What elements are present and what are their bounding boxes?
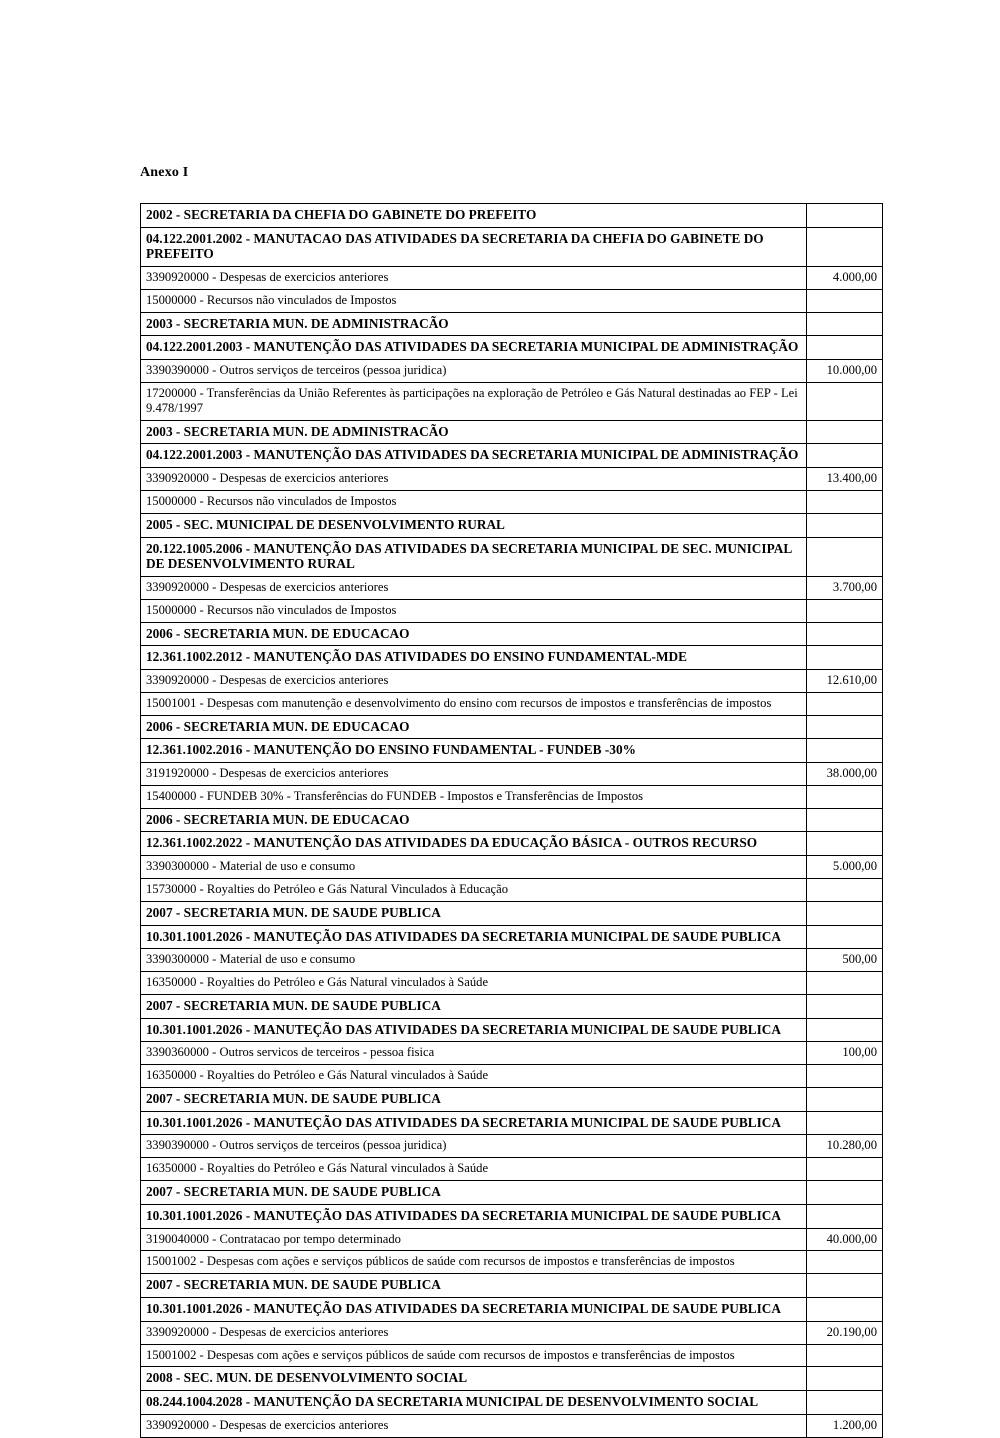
table-cell-value xyxy=(807,204,883,228)
table-cell-value xyxy=(807,513,883,537)
table-cell-value xyxy=(807,1158,883,1181)
table-row xyxy=(141,832,883,856)
table-cell-label: 04.122.2001.2003 - MANUTENÇÃO DAS ATIVIDADES DA SECRETARIA MUNICIPAL DE ADMINISTRAÇÃO xyxy=(141,444,807,468)
table-cell-label: 15400000 - FUNDEB 30% - Transferências do FUNDEB - Impostos e Transferências de Impostos xyxy=(141,785,807,808)
table-row xyxy=(141,1391,883,1415)
table-row xyxy=(141,490,883,513)
table-row xyxy=(141,267,883,290)
table-cell-label: 10.301.1001.2026 - MANUTEÇÃO DAS ATIVIDADES DA SECRETARIA MUNICIPAL DE SAUDE PUBLICA xyxy=(141,1204,807,1228)
table-row xyxy=(141,1135,883,1158)
table-cell-value xyxy=(807,1088,883,1112)
table-cell-value: 10.000,00 xyxy=(807,360,883,383)
table-cell-value: 3.700,00 xyxy=(807,576,883,599)
table-row xyxy=(141,856,883,879)
table-cell-label: 16350000 - Royalties do Petróleo e Gás Natural vinculados à Saúde xyxy=(141,1158,807,1181)
table-cell-value xyxy=(807,1367,883,1391)
table-cell-label: 12.361.1002.2016 - MANUTENÇÃO DO ENSINO FUNDAMENTAL - FUNDEB -30% xyxy=(141,739,807,763)
table-cell-label: 3390920000 - Despesas de exercicios anteriores xyxy=(141,468,807,491)
table-cell-label: 15000000 - Recursos não vinculados de Impostos xyxy=(141,289,807,312)
table-row xyxy=(141,1367,883,1391)
table-cell-value: 10.280,00 xyxy=(807,1135,883,1158)
table-cell-label: 10.301.1001.2026 - MANUTEÇÃO DAS ATIVIDADES DA SECRETARIA MUNICIPAL DE SAUDE PUBLICA xyxy=(141,1297,807,1321)
table-cell-value xyxy=(807,715,883,739)
table-cell-value: 40.000,00 xyxy=(807,1228,883,1251)
table-row xyxy=(141,1065,883,1088)
table-row xyxy=(141,1251,883,1274)
table-row xyxy=(141,692,883,715)
table-row xyxy=(141,1321,883,1344)
table-cell-value: 100,00 xyxy=(807,1042,883,1065)
table-cell-label: 2007 - SECRETARIA MUN. DE SAUDE PUBLICA xyxy=(141,1274,807,1298)
table-row xyxy=(141,513,883,537)
table-cell-label: 3390920000 - Despesas de exercicios anteriores xyxy=(141,669,807,692)
table-cell-value: 1.200,00 xyxy=(807,1414,883,1437)
table-cell-value xyxy=(807,444,883,468)
table-row xyxy=(141,1111,883,1135)
table-cell-value xyxy=(807,490,883,513)
table-cell-label: 3390920000 - Despesas de exercicios anteriores xyxy=(141,1321,807,1344)
table-row xyxy=(141,1297,883,1321)
table-cell-value xyxy=(807,1065,883,1088)
table-cell-value xyxy=(807,383,883,421)
budget-table xyxy=(140,203,883,1438)
table-cell-value xyxy=(807,739,883,763)
table-row xyxy=(141,994,883,1018)
table-cell-label: 10.301.1001.2026 - MANUTEÇÃO DAS ATIVIDADES DA SECRETARIA MUNICIPAL DE SAUDE PUBLICA xyxy=(141,925,807,949)
table-cell-label: 17200000 - Transferências da União Referentes às participações na exploração de Petróleo e Gás Natural destinadas ao FEP - Lei 9.478/1997 xyxy=(141,383,807,421)
table-cell-value: 500,00 xyxy=(807,949,883,972)
table-cell-label: 3390390000 - Outros serviços de terceiros (pessoa juridica) xyxy=(141,360,807,383)
table-cell-value xyxy=(807,1111,883,1135)
table-cell-label: 3390300000 - Material de uso e consumo xyxy=(141,949,807,972)
table-row xyxy=(141,949,883,972)
table-cell-label: 3390920000 - Despesas de exercicios anteriores xyxy=(141,576,807,599)
table-cell-value xyxy=(807,227,883,266)
table-cell-label: 2006 - SECRETARIA MUN. DE EDUCACAO xyxy=(141,808,807,832)
table-cell-label: 15001002 - Despesas com ações e serviços públicos de saúde com recursos de impostos e transferências de impostos xyxy=(141,1344,807,1367)
table-cell-value: 12.610,00 xyxy=(807,669,883,692)
table-cell-value xyxy=(807,1274,883,1298)
table-cell-label: 15000000 - Recursos não vinculados de Impostos xyxy=(141,599,807,622)
table-cell-label: 04.122.2001.2002 - MANUTACAO DAS ATIVIDADES DA SECRETARIA DA CHEFIA DO GABINETE DO PREFEITO xyxy=(141,227,807,266)
table-row xyxy=(141,1042,883,1065)
table-cell-label: 15730000 - Royalties do Petróleo e Gás Natural Vinculados à Educação xyxy=(141,879,807,902)
table-row xyxy=(141,360,883,383)
table-row xyxy=(141,576,883,599)
table-cell-label: 15001001 - Despesas com manutenção e desenvolvimento do ensino com recursos de impostos e transferências de impostos xyxy=(141,692,807,715)
table-cell-label: 15000000 - Recursos não vinculados de Impostos xyxy=(141,490,807,513)
table-row xyxy=(141,972,883,995)
table-cell-label: 04.122.2001.2003 - MANUTENÇÃO DAS ATIVIDADES DA SECRETARIA MUNICIPAL DE ADMINISTRAÇÃO xyxy=(141,336,807,360)
table-cell-value xyxy=(807,879,883,902)
table-cell-label: 3390920000 - Despesas de exercicios anteriores xyxy=(141,1414,807,1437)
table-row xyxy=(141,925,883,949)
table-cell-value xyxy=(807,972,883,995)
table-row xyxy=(141,715,883,739)
table-cell-value xyxy=(807,336,883,360)
table-row xyxy=(141,1158,883,1181)
table-row xyxy=(141,599,883,622)
table-row xyxy=(141,312,883,336)
table-cell-label: 20.122.1005.2006 - MANUTENÇÃO DAS ATIVIDADES DA SECRETARIA MUNICIPAL DE SEC. MUNICIPAL DE DESENVOLVIMENTO RURAL xyxy=(141,537,807,576)
table-cell-value xyxy=(807,1344,883,1367)
table-cell-label: 12.361.1002.2022 - MANUTENÇÃO DAS ATIVIDADES DA EDUCAÇÃO BÁSICA - OUTROS RECURSO xyxy=(141,832,807,856)
table-row xyxy=(141,763,883,786)
table-cell-value xyxy=(807,994,883,1018)
table-cell-label: 12.361.1002.2012 - MANUTENÇÃO DAS ATIVIDADES DO ENSINO FUNDAMENTAL-MDE xyxy=(141,646,807,670)
page-title: Anexo I xyxy=(140,165,189,180)
table-row xyxy=(141,537,883,576)
table-cell-label: 2007 - SECRETARIA MUN. DE SAUDE PUBLICA xyxy=(141,1088,807,1112)
table-row xyxy=(141,1018,883,1042)
table-row xyxy=(141,227,883,266)
table-cell-label: 2008 - SEC. MUN. DE DESENVOLVIMENTO SOCIAL xyxy=(141,1367,807,1391)
table-cell-value xyxy=(807,312,883,336)
table-cell-label: 2007 - SECRETARIA MUN. DE SAUDE PUBLICA xyxy=(141,901,807,925)
table-cell-label: 3191920000 - Despesas de exercicios anteriores xyxy=(141,763,807,786)
table-cell-value xyxy=(807,599,883,622)
table-row xyxy=(141,444,883,468)
table-row xyxy=(141,468,883,491)
table-cell-value xyxy=(807,1297,883,1321)
table-row xyxy=(141,1181,883,1205)
table-cell-label: 3190040000 - Contratacao por tempo determinado xyxy=(141,1228,807,1251)
table-cell-value xyxy=(807,646,883,670)
table-cell-value: 5.000,00 xyxy=(807,856,883,879)
table-cell-label: 3390390000 - Outros serviços de terceiros (pessoa juridica) xyxy=(141,1135,807,1158)
table-cell-value xyxy=(807,832,883,856)
table-row xyxy=(141,879,883,902)
table-cell-label: 16350000 - Royalties do Petróleo e Gás Natural vinculados à Saúde xyxy=(141,1065,807,1088)
table-cell-label: 16350000 - Royalties do Petróleo e Gás Natural vinculados à Saúde xyxy=(141,972,807,995)
table-cell-value xyxy=(807,808,883,832)
table-cell-label: 2005 - SEC. MUNICIPAL DE DESENVOLVIMENTO RURAL xyxy=(141,513,807,537)
table-row xyxy=(141,669,883,692)
table-cell-label: 2007 - SECRETARIA MUN. DE SAUDE PUBLICA xyxy=(141,1181,807,1205)
table-cell-value xyxy=(807,785,883,808)
table-cell-label: 15001002 - Despesas com ações e serviços públicos de saúde com recursos de impostos e transferências de impostos xyxy=(141,1251,807,1274)
table-cell-label: 08.244.1004.2028 - MANUTENÇÃO DA SECRETARIA MUNICIPAL DE DESENVOLVIMENTO SOCIAL xyxy=(141,1391,807,1415)
table-row xyxy=(141,1414,883,1437)
table-row xyxy=(141,646,883,670)
table-cell-label: 10.301.1001.2026 - MANUTEÇÃO DAS ATIVIDADES DA SECRETARIA MUNICIPAL DE SAUDE PUBLICA xyxy=(141,1018,807,1042)
table-cell-value xyxy=(807,901,883,925)
table-row xyxy=(141,1274,883,1298)
table-row xyxy=(141,336,883,360)
table-cell-label: 10.301.1001.2026 - MANUTEÇÃO DAS ATIVIDADES DA SECRETARIA MUNICIPAL DE SAUDE PUBLICA xyxy=(141,1111,807,1135)
table-cell-value xyxy=(807,1181,883,1205)
table-cell-value: 20.190,00 xyxy=(807,1321,883,1344)
table-cell-label: 2006 - SECRETARIA MUN. DE EDUCACAO xyxy=(141,715,807,739)
table-cell-value xyxy=(807,692,883,715)
table-row xyxy=(141,1088,883,1112)
table-cell-value xyxy=(807,1204,883,1228)
table-row xyxy=(141,1204,883,1228)
table-row xyxy=(141,739,883,763)
budget-table-container xyxy=(140,203,877,1438)
table-row xyxy=(141,383,883,421)
table-cell-value xyxy=(807,1251,883,1274)
table-cell-label: 3390920000 - Despesas de exercicios anteriores xyxy=(141,267,807,290)
table-cell-label: 2006 - SECRETARIA MUN. DE EDUCACAO xyxy=(141,622,807,646)
table-cell-value xyxy=(807,622,883,646)
table-row xyxy=(141,204,883,228)
table-cell-label: 2002 - SECRETARIA DA CHEFIA DO GABINETE DO PREFEITO xyxy=(141,204,807,228)
table-cell-value: 13.400,00 xyxy=(807,468,883,491)
table-row xyxy=(141,1344,883,1367)
table-row xyxy=(141,289,883,312)
table-row xyxy=(141,1228,883,1251)
table-cell-value xyxy=(807,289,883,312)
table-cell-label: 2003 - SECRETARIA MUN. DE ADMINISTRACÃO xyxy=(141,312,807,336)
table-cell-value: 4.000,00 xyxy=(807,267,883,290)
table-row xyxy=(141,420,883,444)
table-cell-label: 2003 - SECRETARIA MUN. DE ADMINISTRACÃO xyxy=(141,420,807,444)
table-row xyxy=(141,785,883,808)
table-cell-label: 2007 - SECRETARIA MUN. DE SAUDE PUBLICA xyxy=(141,994,807,1018)
table-cell-label: 3390360000 - Outros servicos de terceiros - pessoa fisica xyxy=(141,1042,807,1065)
table-cell-value xyxy=(807,420,883,444)
table-cell-value xyxy=(807,537,883,576)
table-cell-label: 3390300000 - Material de uso e consumo xyxy=(141,856,807,879)
table-cell-value: 38.000,00 xyxy=(807,763,883,786)
table-row xyxy=(141,808,883,832)
table-cell-value xyxy=(807,925,883,949)
table-row xyxy=(141,901,883,925)
table-row xyxy=(141,622,883,646)
table-cell-value xyxy=(807,1391,883,1415)
table-cell-value xyxy=(807,1018,883,1042)
